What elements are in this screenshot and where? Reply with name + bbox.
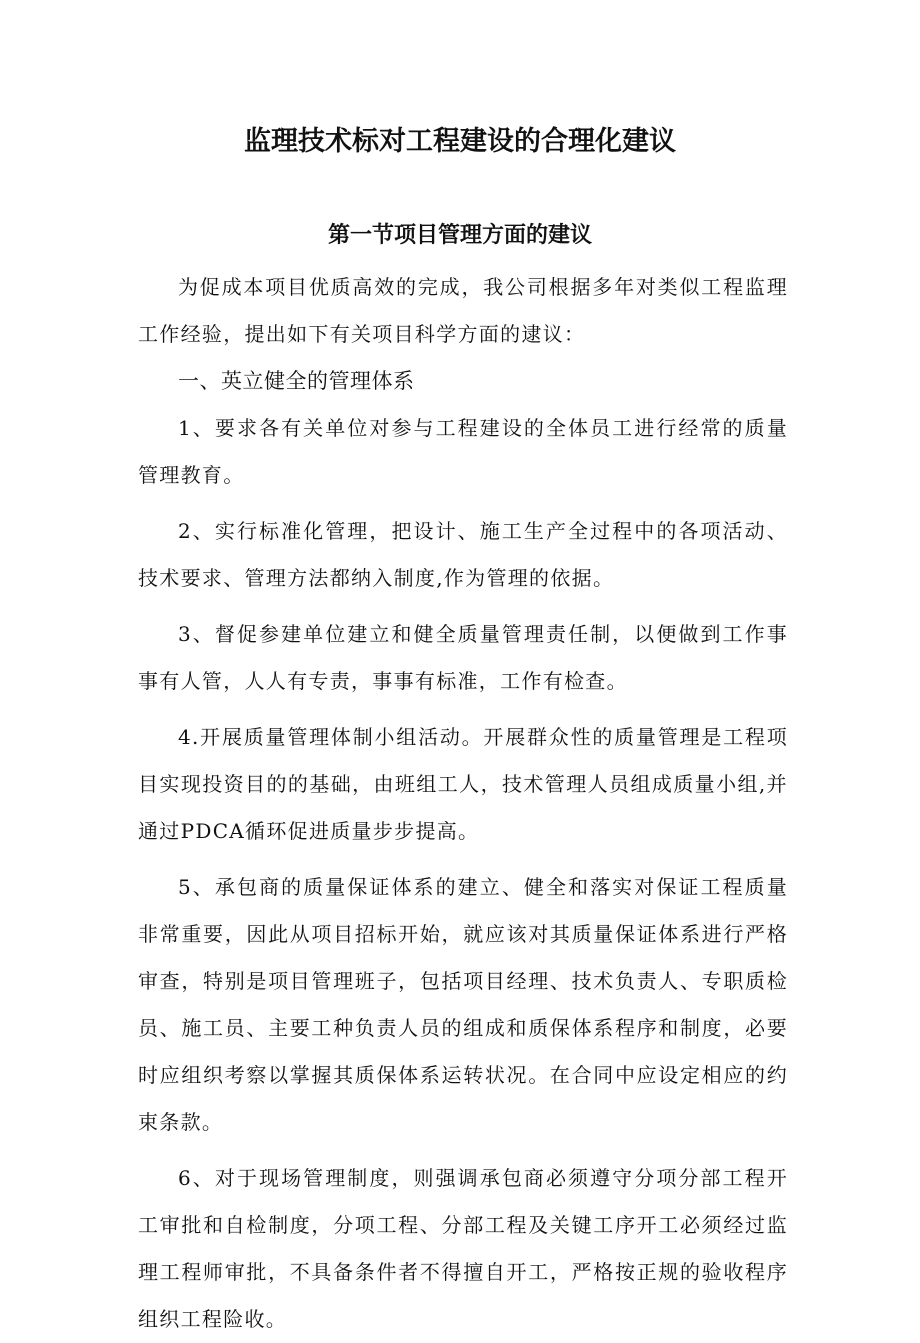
- intro-paragraph: 为促成本项目优质高效的完成，我公司根据多年对类似工程监理工作经验，提出如下有关项目科学方面的逮议：: [138, 275, 788, 346]
- paragraph-6: 6、对于现场管理制度，则强调承包商必须遵守分项分部工程开工审批和自检制度，分项工程、分部工程及关键工序开工必须经过监理工程师审批，不具备条件者不得擅自开工，严格按正规的验收程序组织工程险收。: [138, 1166, 788, 1331]
- paragraph-1: 1、要求各有关单位对参与工程建设的全体员工进行经常的质量管理教育。: [138, 416, 788, 487]
- subheading: 一、英立健全的管理体系: [178, 369, 415, 393]
- paragraph-4: 4.开展质量管理体制小组活动。开展群众性的质量管理是工程项目实现投资目的的基础，由班组工人，技术管理人员组成质量小组,并通过PDCA循环促进质量步步提高。: [138, 725, 788, 843]
- section-title: 第一节项目管理方面的建议: [327, 222, 592, 248]
- paragraph-2: 2、实行标准化管理，把设计、施工生产全过程中的各项活动、技术要求、管理方法都纳入制度,作为管理的依据。: [138, 519, 788, 590]
- document-title: 监理技术标对工程建设的合理化建议: [244, 126, 676, 157]
- document-body: [138, 264, 788, 1343]
- paragraph-5: 5、承包商的质量保证体系的建立、健全和落实对保证工程质量非常重要，因此从项目招标开始，就应该对其质量保证体系进行严格审查，特别是项目管理班子，包括项目经理、技术负责人、专职质检员、施工员、主要工种负责人员的组成和质保体系程序和制度，必要时应组织考察以掌握其质保体系运转状况。在合同中应设定相应的约束条款。: [138, 875, 788, 1134]
- paragraph-3: 3、督促参建单位建立和健全质量管理责任制，以便做到工作事事有人管，人人有专责，事事有标准，工作有检查。: [138, 622, 788, 693]
